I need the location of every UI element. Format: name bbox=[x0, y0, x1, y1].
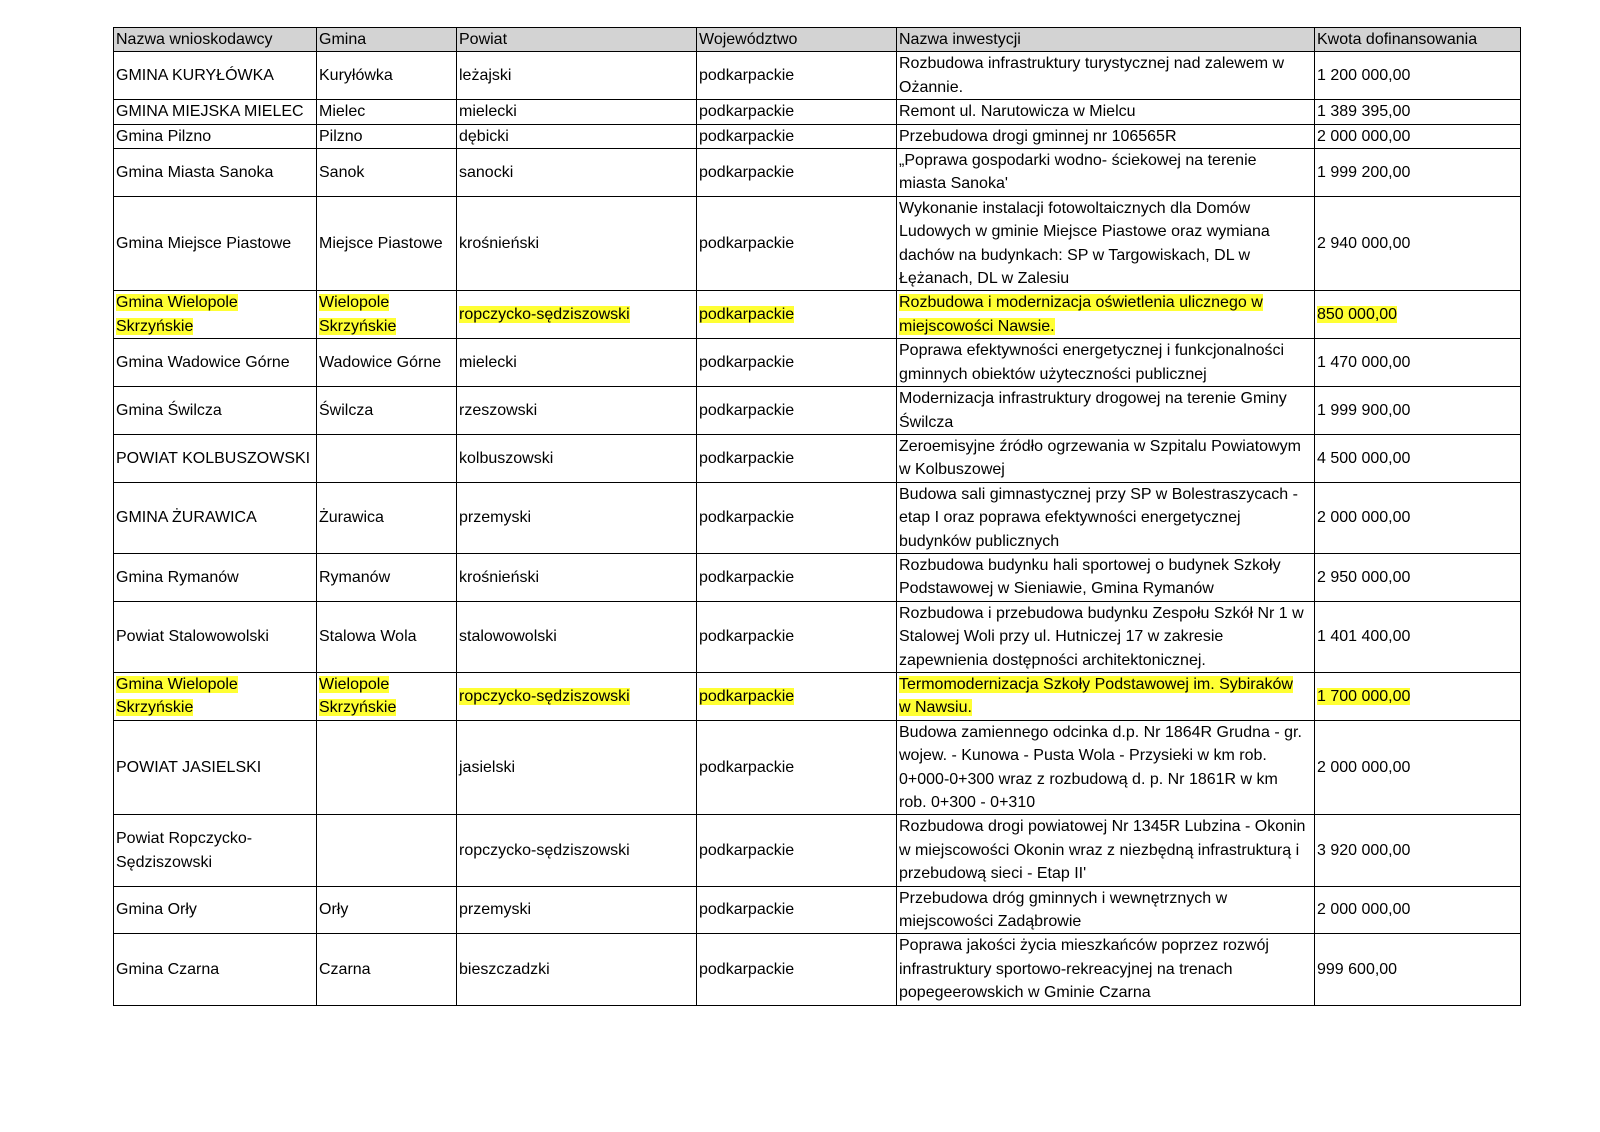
cell-applicant: Gmina Pilzno bbox=[114, 124, 317, 148]
cell-amount: 2 000 000,00 bbox=[1315, 886, 1521, 934]
cell-investment: Poprawa jakości życia mieszkańców poprzez rozwój infrastruktury sportowo-rekreacyjnej na trenach popegeerowskich w Gminie Czarna bbox=[897, 934, 1315, 1005]
table-row bbox=[114, 720, 1521, 815]
cell-voivodeship: podkarpackie bbox=[697, 339, 897, 387]
cell-voivodeship: podkarpackie bbox=[697, 387, 897, 435]
highlighted-text: 850 000,00 bbox=[1317, 306, 1398, 324]
cell-gmina bbox=[317, 815, 457, 886]
cell-applicant: POWIAT JASIELSKI bbox=[114, 720, 317, 815]
cell-powiat: krośnieński bbox=[457, 196, 697, 291]
table-row bbox=[114, 339, 1521, 387]
cell-powiat: jasielski bbox=[457, 720, 697, 815]
cell-amount: 4 500 000,00 bbox=[1315, 434, 1521, 482]
cell-gmina bbox=[317, 434, 457, 482]
table-row bbox=[114, 124, 1521, 148]
cell-voivodeship bbox=[697, 291, 897, 339]
cell-investment: Rozbudowa budynku hali sportowej o budynek Szkoły Podstawowej w Sieniawie, Gmina Rymanów bbox=[897, 553, 1315, 601]
cell-applicant bbox=[114, 291, 317, 339]
cell-investment: Remont ul. Narutowicza w Mielcu bbox=[897, 100, 1315, 124]
cell-amount: 1 470 000,00 bbox=[1315, 339, 1521, 387]
table-row bbox=[114, 291, 1521, 339]
cell-amount: 999 600,00 bbox=[1315, 934, 1521, 1005]
cell-amount: 1 401 400,00 bbox=[1315, 601, 1521, 672]
cell-applicant: GMINA ŻURAWICA bbox=[114, 482, 317, 553]
cell-applicant: Gmina Świlcza bbox=[114, 387, 317, 435]
cell-gmina: Świlcza bbox=[317, 387, 457, 435]
table-row bbox=[114, 601, 1521, 672]
table-row bbox=[114, 149, 1521, 197]
cell-gmina: Sanok bbox=[317, 149, 457, 197]
cell-applicant: GMINA MIEJSKA MIELEC bbox=[114, 100, 317, 124]
cell-investment: Budowa sali gimnastycznej przy SP w Bolestraszycach - etap I oraz poprawa efektywności energetycznej budynków publicznych bbox=[897, 482, 1315, 553]
cell-gmina: Czarna bbox=[317, 934, 457, 1005]
cell-powiat bbox=[457, 672, 697, 720]
table-body bbox=[114, 52, 1521, 1005]
cell-amount bbox=[1315, 291, 1521, 339]
cell-powiat bbox=[457, 291, 697, 339]
cell-powiat: przemyski bbox=[457, 482, 697, 553]
cell-voivodeship: podkarpackie bbox=[697, 196, 897, 291]
column-header-powiat: Powiat bbox=[457, 28, 697, 52]
cell-amount bbox=[1315, 672, 1521, 720]
cell-amount: 1 999 200,00 bbox=[1315, 149, 1521, 197]
table-row bbox=[114, 100, 1521, 124]
cell-powiat: dębicki bbox=[457, 124, 697, 148]
cell-gmina bbox=[317, 672, 457, 720]
highlighted-text: Rozbudowa i modernizacja oświetlenia ulicznego w miejscowości Nawsie. bbox=[899, 294, 1263, 335]
highlighted-text: 1 700 000,00 bbox=[1317, 687, 1411, 705]
table-row bbox=[114, 553, 1521, 601]
table-row bbox=[114, 196, 1521, 291]
cell-voivodeship: podkarpackie bbox=[697, 100, 897, 124]
cell-voivodeship: podkarpackie bbox=[697, 815, 897, 886]
cell-applicant: POWIAT KOLBUSZOWSKI bbox=[114, 434, 317, 482]
cell-voivodeship: podkarpackie bbox=[697, 720, 897, 815]
cell-investment: Rozbudowa drogi powiatowej Nr 1345R Lubzina - Okonin w miejscowości Okonin wraz z niezbędną infrastrukturą i przebudową sieci - Etap II' bbox=[897, 815, 1315, 886]
cell-powiat: leżajski bbox=[457, 52, 697, 100]
table-row bbox=[114, 672, 1521, 720]
highlighted-text: ropczycko-sędziszowski bbox=[459, 687, 630, 705]
highlighted-text: Wielopole Skrzyńskie bbox=[319, 675, 397, 717]
cell-investment: Poprawa efektywności energetycznej i funkcjonalności gminnych obiektów użyteczności publicznej bbox=[897, 339, 1315, 387]
cell-powiat: mielecki bbox=[457, 100, 697, 124]
cell-applicant: Powiat Stalowowolski bbox=[114, 601, 317, 672]
table-row bbox=[114, 886, 1521, 934]
cell-gmina bbox=[317, 291, 457, 339]
cell-powiat: bieszczadzki bbox=[457, 934, 697, 1005]
cell-investment: Przebudowa drogi gminnej nr 106565R bbox=[897, 124, 1315, 148]
cell-applicant: Gmina Miasta Sanoka bbox=[114, 149, 317, 197]
cell-gmina: Pilzno bbox=[317, 124, 457, 148]
highlighted-text: Gmina Wielopole Skrzyńskie bbox=[116, 294, 238, 335]
cell-amount: 2 940 000,00 bbox=[1315, 196, 1521, 291]
cell-voivodeship: podkarpackie bbox=[697, 482, 897, 553]
cell-powiat: ropczycko-sędziszowski bbox=[457, 815, 697, 886]
cell-amount: 2 950 000,00 bbox=[1315, 553, 1521, 601]
cell-applicant: Gmina Rymanów bbox=[114, 553, 317, 601]
cell-amount: 2 000 000,00 bbox=[1315, 124, 1521, 148]
cell-gmina: Orły bbox=[317, 886, 457, 934]
cell-amount: 1 389 395,00 bbox=[1315, 100, 1521, 124]
cell-applicant: Powiat Ropczycko-Sędziszowski bbox=[114, 815, 317, 886]
cell-powiat: kolbuszowski bbox=[457, 434, 697, 482]
cell-powiat: rzeszowski bbox=[457, 387, 697, 435]
cell-amount: 2 000 000,00 bbox=[1315, 720, 1521, 815]
highlighted-text: ropczycko-sędziszowski bbox=[459, 306, 630, 324]
table-header-row bbox=[114, 28, 1521, 52]
cell-gmina: Rymanów bbox=[317, 553, 457, 601]
cell-amount: 1 999 900,00 bbox=[1315, 387, 1521, 435]
cell-amount: 2 000 000,00 bbox=[1315, 482, 1521, 553]
table-row bbox=[114, 52, 1521, 100]
cell-applicant: Gmina Wadowice Górne bbox=[114, 339, 317, 387]
cell-investment: Rozbudowa i przebudowa budynku Zespołu Szkół Nr 1 w Stalowej Woli przy ul. Hutniczej 17 w zakresie zapewnienia dostępności architektonicznej. bbox=[897, 601, 1315, 672]
column-header-voivodeship: Województwo bbox=[697, 28, 897, 52]
cell-investment: Modernizacja infrastruktury drogowej na terenie Gminy Świlcza bbox=[897, 387, 1315, 435]
cell-gmina: Żurawica bbox=[317, 482, 457, 553]
cell-gmina: Kuryłówka bbox=[317, 52, 457, 100]
cell-investment: Budowa zamiennego odcinka d.p. Nr 1864R Grudna - gr. wojew. - Kunowa - Pusta Wola - Przysieki w km rob. 0+000-0+300 wraz z rozbudową d. p. Nr 1861R w km rob. 0+300 - 0+310 bbox=[897, 720, 1315, 815]
highlighted-text: Wielopole Skrzyńskie bbox=[319, 294, 397, 335]
cell-amount: 1 200 000,00 bbox=[1315, 52, 1521, 100]
cell-gmina: Stalowa Wola bbox=[317, 601, 457, 672]
column-header-applicant: Nazwa wnioskodawcy bbox=[114, 28, 317, 52]
cell-voivodeship: podkarpackie bbox=[697, 934, 897, 1005]
table-row bbox=[114, 815, 1521, 886]
cell-voivodeship: podkarpackie bbox=[697, 601, 897, 672]
cell-voivodeship: podkarpackie bbox=[697, 434, 897, 482]
cell-investment: Przebudowa dróg gminnych i wewnętrznych w miejscowości Zadąbrowie bbox=[897, 886, 1315, 934]
table-row bbox=[114, 434, 1521, 482]
cell-powiat: mielecki bbox=[457, 339, 697, 387]
cell-applicant: Gmina Miejsce Piastowe bbox=[114, 196, 317, 291]
cell-amount: 3 920 000,00 bbox=[1315, 815, 1521, 886]
column-header-gmina: Gmina bbox=[317, 28, 457, 52]
highlighted-text: podkarpackie bbox=[699, 687, 795, 705]
table-row bbox=[114, 482, 1521, 553]
cell-applicant bbox=[114, 672, 317, 720]
cell-investment: Wykonanie instalacji fotowoltaicznych dla Domów Ludowych w gminie Miejsce Piastowe oraz wymiana dachów na budynkach: SP w Targowiskach, DL w Łężanach, DL w Zalesiu bbox=[897, 196, 1315, 291]
table-row bbox=[114, 387, 1521, 435]
cell-voivodeship: podkarpackie bbox=[697, 52, 897, 100]
document-sheet bbox=[113, 27, 1521, 1006]
highlighted-text: Termomodernizacja Szkoły Podstawowej im. Sybiraków w Nawsiu. bbox=[899, 675, 1293, 717]
cell-investment: „Poprawa gospodarki wodno- ściekowej na terenie miasta Sanoka' bbox=[897, 149, 1315, 197]
cell-voivodeship: podkarpackie bbox=[697, 124, 897, 148]
cell-investment bbox=[897, 291, 1315, 339]
highlighted-text: podkarpackie bbox=[699, 306, 795, 324]
cell-voivodeship bbox=[697, 672, 897, 720]
cell-powiat: stalowowolski bbox=[457, 601, 697, 672]
cell-applicant: Gmina Czarna bbox=[114, 934, 317, 1005]
cell-voivodeship: podkarpackie bbox=[697, 149, 897, 197]
cell-powiat: sanocki bbox=[457, 149, 697, 197]
cell-applicant: Gmina Orły bbox=[114, 886, 317, 934]
table-row bbox=[114, 934, 1521, 1005]
funding-table bbox=[113, 27, 1521, 1006]
column-header-amount: Kwota dofinansowania bbox=[1315, 28, 1521, 52]
highlighted-text: Gmina Wielopole Skrzyńskie bbox=[116, 675, 238, 717]
cell-gmina bbox=[317, 720, 457, 815]
cell-powiat: krośnieński bbox=[457, 553, 697, 601]
cell-investment: Zeroemisyjne źródło ogrzewania w Szpitalu Powiatowym w Kolbuszowej bbox=[897, 434, 1315, 482]
cell-powiat: przemyski bbox=[457, 886, 697, 934]
column-header-investment: Nazwa inwestycji bbox=[897, 28, 1315, 52]
cell-gmina: Miejsce Piastowe bbox=[317, 196, 457, 291]
cell-voivodeship: podkarpackie bbox=[697, 886, 897, 934]
cell-applicant: GMINA KURYŁÓWKA bbox=[114, 52, 317, 100]
cell-investment: Rozbudowa infrastruktury turystycznej nad zalewem w Ożannie. bbox=[897, 52, 1315, 100]
cell-gmina: Mielec bbox=[317, 100, 457, 124]
cell-voivodeship: podkarpackie bbox=[697, 553, 897, 601]
cell-investment bbox=[897, 672, 1315, 720]
cell-gmina: Wadowice Górne bbox=[317, 339, 457, 387]
